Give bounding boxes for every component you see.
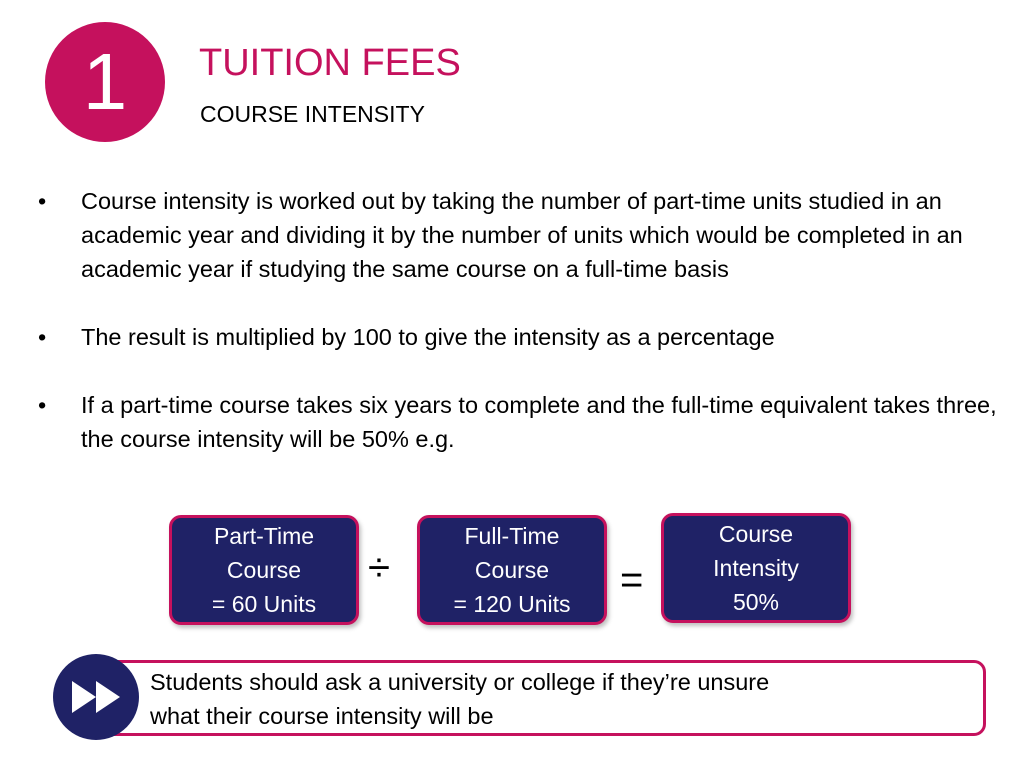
bullet-text: The result is multiplied by 100 to give the intensity as a percentage	[81, 324, 775, 350]
box-line: Part-Time	[213, 523, 315, 549]
tip-text	[150, 665, 950, 733]
box-line: Intensity	[713, 555, 799, 581]
divide-sign: ÷	[368, 546, 390, 590]
box-line: Course	[718, 521, 794, 547]
bullet-item	[38, 320, 998, 354]
section-number-badge	[45, 22, 165, 142]
fast-forward-icon	[53, 654, 139, 740]
bullet-list	[38, 184, 998, 490]
box-line: Course	[474, 557, 550, 583]
bullet-dot: •	[38, 392, 47, 418]
bullet-item	[38, 388, 998, 456]
bullet-item	[38, 184, 998, 286]
course-intensity-box	[661, 513, 851, 623]
equals-sign: =	[620, 558, 644, 602]
box-line: = 60 Units	[211, 591, 317, 617]
box-line: Course	[226, 557, 302, 583]
bullet-dot: •	[38, 188, 47, 214]
box-line: Full-Time	[464, 523, 560, 549]
bullet-text: If a part-time course takes six years to complete and the full-time equivalent takes three, the course intensity will be 50% e.g.	[81, 392, 997, 452]
bullet-dot: •	[38, 324, 47, 350]
box-line: = 120 Units	[453, 591, 571, 617]
full-time-course-box	[417, 515, 607, 625]
bullet-text: Course intensity is worked out by taking the number of part-time units studied in an academic year and dividing it by the number of units which would be completed in an academic year if studying the same course on a full-time basis	[81, 188, 963, 282]
tip-line: Students should ask a university or college if they’re unsure	[150, 669, 770, 695]
section-number: 1	[82, 37, 128, 126]
tip-line: what their course intensity will be	[150, 703, 494, 729]
page-subtitle: COURSE INTENSITY	[200, 101, 425, 127]
box-line: 50%	[732, 589, 780, 615]
part-time-course-box	[169, 515, 359, 625]
page-title: TUITION FEES	[199, 42, 461, 84]
